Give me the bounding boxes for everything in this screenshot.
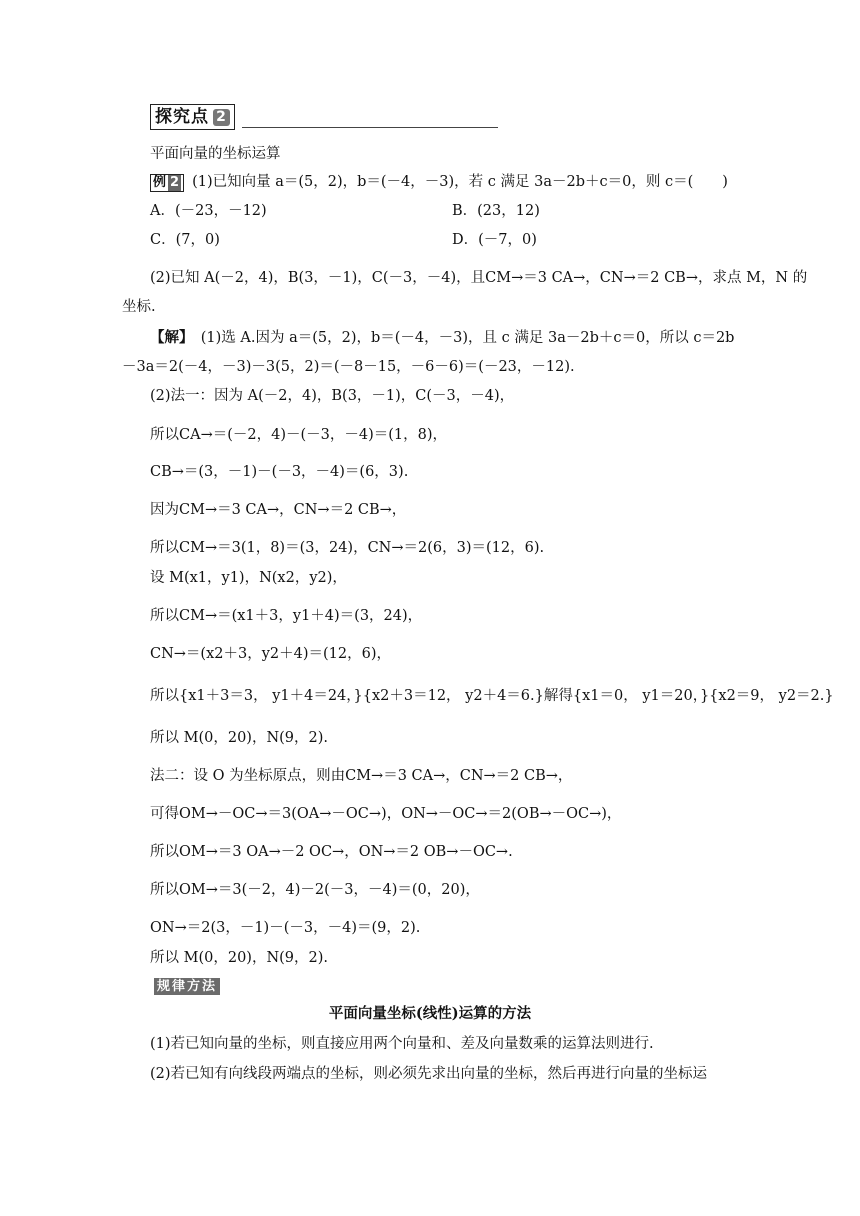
example-badge-number: 2 bbox=[170, 175, 180, 190]
method1-line-9: 所以 M(0，20)，N(9，2). bbox=[150, 730, 329, 746]
method2-line-0: 法二：设 O 为坐标原点，则由CM→＝3 CA→，CN→＝2 CB→， bbox=[150, 768, 573, 784]
example-badge-text: 例 bbox=[153, 175, 167, 190]
solution-label: 【解】 bbox=[150, 329, 187, 346]
method1-line-3: 因为CM→＝3 CA→，CN→＝2 CB→， bbox=[150, 502, 407, 518]
method2-line-2: 所以OM→＝3 OA→－2 OC→，ON→＝2 OB→－OC→. bbox=[150, 844, 513, 860]
option-a: A．(－23，－12) bbox=[150, 203, 267, 219]
method1-line-0: (2)法一：因为 A(－2，4)，B(3，－1)，C(－3，－4)， bbox=[150, 388, 515, 404]
method-point-1: (1)若已知向量的坐标，则直接应用两个向量和、差及向量数乘的运算法则进行. bbox=[150, 1036, 654, 1052]
option-c: C．(7，0) bbox=[150, 232, 220, 248]
method-title: 平面向量坐标(线性)运算的方法 bbox=[328, 1005, 532, 1022]
section-number: 2 bbox=[213, 109, 230, 126]
method1-system-line: 所以{x1＋3＝3， y1＋4＝24，}{x2＋3＝12， y2＋4＝6.}解得{x1＝0， y1＝20，}{x2＝9， y2＝2.} bbox=[150, 688, 834, 704]
solution-1-text: (1)选 A.因为 a＝(5，2)，b＝(－4，－3)，且 c 满足 3a－2b＋c＝0，所以 c＝2b bbox=[200, 330, 735, 346]
method1-line-7: CN→＝(x2＋3，y2＋4)＝(12，6)， bbox=[150, 646, 392, 662]
method2-line-5: 所以 M(0，20)，N(9，2). bbox=[150, 950, 329, 966]
solution-line-1 bbox=[150, 328, 734, 348]
method1-line-6: 所以CM→＝(x1＋3，y1＋4)＝(3，24)， bbox=[150, 608, 423, 624]
question-1-text: (1)已知向量 a＝(5，2)，b＝(－4，－3)，若 c 满足 3a－2b＋c＝0，则 c＝( ) bbox=[192, 174, 728, 190]
section-label bbox=[150, 104, 235, 130]
method1-line-1: 所以CA→＝(－2，4)－(－3，－4)＝(1，8)， bbox=[150, 427, 448, 443]
option-d: D．(－7，0) bbox=[452, 232, 537, 248]
example-badge bbox=[150, 174, 184, 192]
method1-line-4: 所以CM→＝3(1，8)＝(3，24)，CN→＝2(6，3)＝(12，6). bbox=[150, 540, 545, 556]
method2-line-3: 所以OM→＝3(－2，4)－2(－3，－4)＝(0，20)， bbox=[150, 882, 480, 898]
question-2-line-1: (2)已知 A(－2，4)，B(3，－1)，C(－3，－4)，且CM→＝3 CA→，CN→＝2 CB→，求点 M，N 的 bbox=[150, 270, 808, 286]
header-rule bbox=[242, 127, 498, 128]
method2-line-1: 可得OM→－OC→＝3(OA→－OC→)，ON→－OC→＝2(OB→－OC→)， bbox=[150, 806, 622, 822]
topic-title: 平面向量的坐标运算 bbox=[150, 146, 281, 162]
method1-line-5: 设 M(x1，y1)，N(x2，y2)， bbox=[150, 570, 347, 586]
method-tag: 规律方法 bbox=[154, 978, 220, 995]
question-2-line-2: 坐标. bbox=[122, 299, 156, 315]
example-question-1 bbox=[150, 172, 728, 192]
method-point-2: (2)若已知有向线段两端点的坐标，则必须先求出向量的坐标，然后再进行向量的坐标运 bbox=[150, 1066, 708, 1082]
option-b: B．(23，12) bbox=[452, 203, 540, 219]
solution-line-2: －3a＝2(－4，－3)－3(5，2)＝(－8－15，－6－6)＝(－23，－12). bbox=[122, 359, 575, 375]
method1-line-2: CB→＝(3，－1)－(－3，－4)＝(6，3). bbox=[150, 464, 409, 480]
method2-line-4: ON→＝2(3，－1)－(－3，－4)＝(9，2). bbox=[150, 920, 421, 936]
section-label-text: 探究点 bbox=[155, 107, 209, 127]
section-header bbox=[150, 104, 498, 130]
